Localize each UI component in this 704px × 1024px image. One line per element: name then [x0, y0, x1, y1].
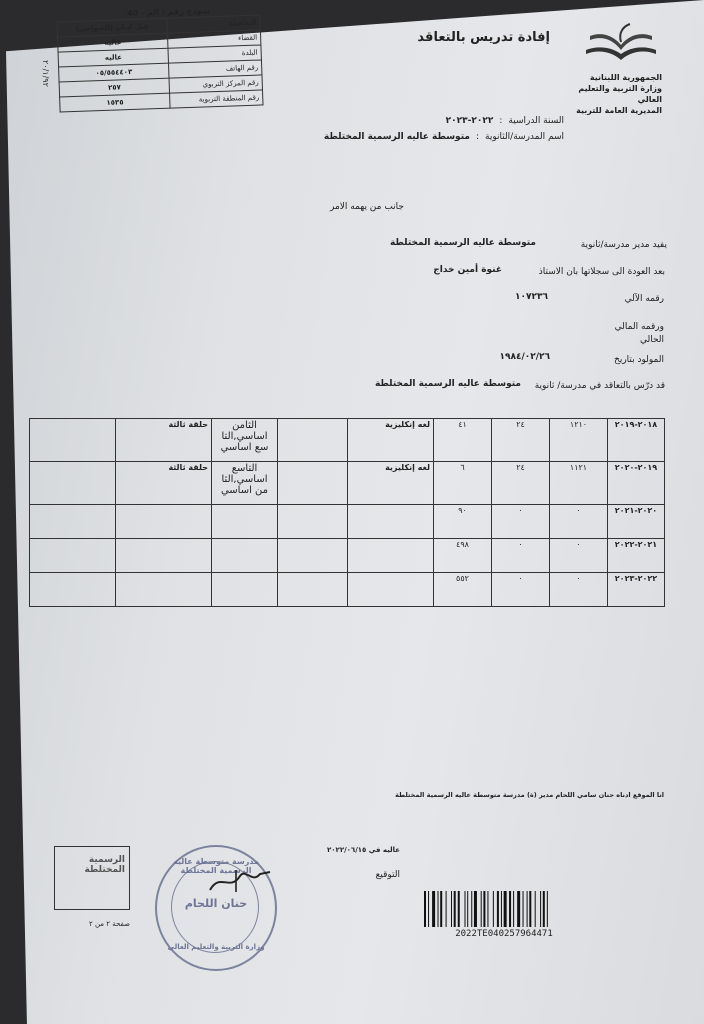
- cell-c1: ١١٢١: [550, 462, 608, 505]
- ministry-line-1: الجمهورية اللبنانية: [589, 73, 662, 82]
- barcode-bar: [424, 891, 426, 927]
- barcode-bar: [483, 891, 485, 927]
- cell-c4: [278, 505, 348, 539]
- school-name-row: [300, 132, 564, 142]
- info-label: رقم الهاتف: [169, 60, 262, 78]
- cell-c1: ٠: [550, 539, 608, 573]
- school-year-value: ٢٠٢٢-٢٠٢٣: [445, 116, 494, 126]
- barcode-text: 2022TE040257964471: [455, 929, 553, 939]
- cell-c2: ٠: [492, 505, 550, 539]
- cell-c5: [30, 419, 116, 462]
- school-name-sep: :: [475, 132, 479, 142]
- barcode-bar: [454, 891, 456, 927]
- cell-c5: [30, 573, 116, 607]
- signature-label: التوقيع: [375, 870, 400, 880]
- info-value: ٠٥/٥٥٤٤٠٣: [59, 63, 170, 82]
- ministry-header: [576, 72, 662, 116]
- barcode-bar: [458, 891, 460, 927]
- cell-year: ٢٠٢١-٢٠٢٢: [608, 539, 665, 573]
- cell-c3: ٥٥٢: [434, 573, 492, 607]
- cell-c5: [30, 539, 116, 573]
- cell-c3: ٩٠: [434, 505, 492, 539]
- id-value: ١٠٧٢٣٦: [515, 292, 548, 302]
- barcode-bar: [432, 891, 435, 927]
- margin-note: ٢٠/١/٩٢: [41, 60, 50, 87]
- cell-subject: [348, 505, 434, 539]
- school-year-sep: :: [499, 116, 503, 126]
- info-label: المحافظة: [167, 15, 260, 33]
- cell-c2: ٢٤: [492, 462, 550, 505]
- cell-subject: [348, 573, 434, 607]
- info-value: جبل لبنان (الضواحي): [57, 18, 168, 37]
- info-label: البلدة: [168, 45, 261, 63]
- school-year-row: [380, 116, 564, 126]
- id-label: رقمه الآلي: [624, 294, 664, 304]
- dob-value: ١٩٨٤/٠٢/٢٦: [499, 352, 550, 362]
- barcode-bar: [543, 891, 545, 927]
- page-label: صفحة ٢ من ٢: [88, 920, 130, 928]
- stamp-name: حنان اللحام: [184, 897, 248, 910]
- cell-subject: [348, 539, 434, 573]
- barcode-bar: [451, 891, 452, 927]
- taught-label: قد درّس بالتعاقد في مدرسة/ ثانوية: [534, 381, 665, 391]
- stamp-top-text: مدرسة متوسطة عاليه الرسمية المختلطة: [173, 857, 259, 875]
- cell-cycle: حلقة ثالثة: [116, 419, 212, 462]
- cell-c2: ٢٤: [492, 419, 550, 462]
- cell-c2: ٠: [492, 573, 550, 607]
- book-logo-icon: [584, 20, 658, 66]
- info-value: ١٥٣٥: [60, 93, 171, 112]
- cell-subject: لغه إنكليزية: [348, 419, 434, 462]
- cell-c1: ٠: [550, 505, 608, 539]
- barcode-bar: [438, 891, 439, 927]
- table-row: [30, 539, 665, 573]
- cell-c4: [278, 462, 348, 505]
- box-stamp-text: الرسمية المختلطة: [84, 855, 125, 875]
- signer-statement: انا الموقع ادناه حنان سامي اللحام مدير (ة) مدرسة متوسطة عاليه الرسمية المختلطة: [395, 791, 664, 799]
- barcode-bar: [440, 891, 442, 927]
- cell-c3: ٤١: [434, 419, 492, 462]
- taught-school: متوسطة عاليه الرسمية المختلطة: [374, 379, 521, 389]
- cell-c1: ١٢١٠: [550, 419, 608, 462]
- cell-c4: [278, 419, 348, 462]
- barcode-bar: [428, 891, 429, 927]
- barcode-bar: [547, 891, 548, 927]
- barcode-bar: [527, 891, 528, 927]
- barcode-bar: [474, 891, 477, 927]
- page-number-box: [54, 846, 130, 910]
- cell-c5: [30, 462, 116, 505]
- document-title: إفادة تدريس بالتعاقد: [417, 30, 550, 45]
- barcode-bar: [529, 891, 531, 927]
- financial-label-2: الحالي: [639, 335, 664, 345]
- address-line: جانب من يهمه الامر: [329, 202, 404, 212]
- school-name-label: اسم المدرسة/الثانوية: [485, 132, 564, 142]
- table-row: [30, 419, 665, 462]
- info-table: [56, 14, 263, 112]
- ministry-line-3: المديرية العامة للتربية: [576, 106, 662, 115]
- stamp-bottom-text: وزارة التربية والتعليم العالي: [167, 943, 265, 951]
- cell-c2: ٠: [492, 539, 550, 573]
- financial-label-1: ورقمه المالي: [614, 322, 664, 332]
- info-value: عاليه: [58, 33, 169, 52]
- cell-grade: التاسع اساسي,الثا من اساسي: [212, 462, 278, 505]
- cell-year: ٢٠١٩-٢٠٢٠: [608, 462, 665, 505]
- cell-grade: [212, 539, 278, 573]
- ministry-line-2: وزارة التربية والتعليم العالي: [578, 84, 662, 104]
- barcode-bar: [481, 891, 482, 927]
- barcode-bar: [467, 891, 468, 927]
- place-date: عاليه في ٢٠٢٢/٠٦/١٥: [327, 846, 400, 854]
- info-value: ٢٥٧: [59, 78, 170, 97]
- dob-label: المولود بتاريخ: [614, 355, 664, 365]
- cell-grade: [212, 573, 278, 607]
- school-name-value: متوسطة عاليه الرسمية المختلطة: [323, 132, 470, 142]
- cell-year: ٢٠٢٠-٢٠٢١: [608, 505, 665, 539]
- cell-grade: الثامن اساسي,التا سع اساسي: [212, 419, 278, 462]
- cell-year: ٢٠١٨-٢٠١٩: [608, 419, 665, 462]
- school-year-label: السنة الدراسية: [508, 116, 564, 126]
- info-label: القضاء: [168, 30, 261, 48]
- cell-c4: [278, 573, 348, 607]
- barcode-bar: [493, 891, 494, 927]
- cell-c5: [30, 505, 116, 539]
- cell-year: ٢٠٢٢-٢٠٢٣: [608, 573, 665, 607]
- barcode-bar: [465, 891, 466, 927]
- barcode-bar: [446, 891, 447, 927]
- barcode-bar: [504, 891, 507, 927]
- barcode-bar: [535, 891, 536, 927]
- table-row: [30, 505, 665, 539]
- barcode-bar: [517, 891, 520, 927]
- info-label: رقم المنطقة التربوية: [170, 90, 263, 108]
- cell-c1: ٠: [550, 573, 608, 607]
- cell-c3: ٤٩٨: [434, 539, 492, 573]
- cell-grade: [212, 505, 278, 539]
- barcode-bar: [501, 891, 502, 927]
- cell-cycle: [116, 573, 212, 607]
- cell-cycle: حلقة ثالثة: [116, 462, 212, 505]
- table-row: [30, 573, 665, 607]
- teacher-label: بعد العودة الى سجلاتها بان الاستاذ: [538, 267, 665, 277]
- barcode-bar: [540, 891, 541, 927]
- table-row: [30, 462, 665, 505]
- cell-cycle: [116, 539, 212, 573]
- ministry-logo: [584, 20, 658, 66]
- barcode-bar: [523, 891, 524, 927]
- barcode-bar: [513, 891, 514, 927]
- cell-subject: لغه إنكليزية: [348, 462, 434, 505]
- barcode-bar: [497, 891, 499, 927]
- director-label: يفيد مدير مدرسة/ثانوية: [580, 240, 667, 250]
- info-value: عاليه: [58, 48, 169, 67]
- cell-c4: [278, 539, 348, 573]
- teacher-name: غنوة أمين خداج: [433, 265, 502, 275]
- barcode: [424, 891, 584, 927]
- barcode-bar: [487, 891, 488, 927]
- cell-cycle: [116, 505, 212, 539]
- cell-c3: ٦: [434, 462, 492, 505]
- signature-mark: [200, 862, 280, 898]
- teaching-record-table: [29, 418, 665, 607]
- barcode-bar: [471, 891, 472, 927]
- form-number: نموذج رقم : الم - 40: [126, 6, 211, 18]
- barcode-bar: [509, 891, 511, 927]
- info-label: رقم المركز التربوي: [169, 75, 262, 93]
- director-school: متوسطة عاليه الرسمية المختلطة: [389, 238, 536, 248]
